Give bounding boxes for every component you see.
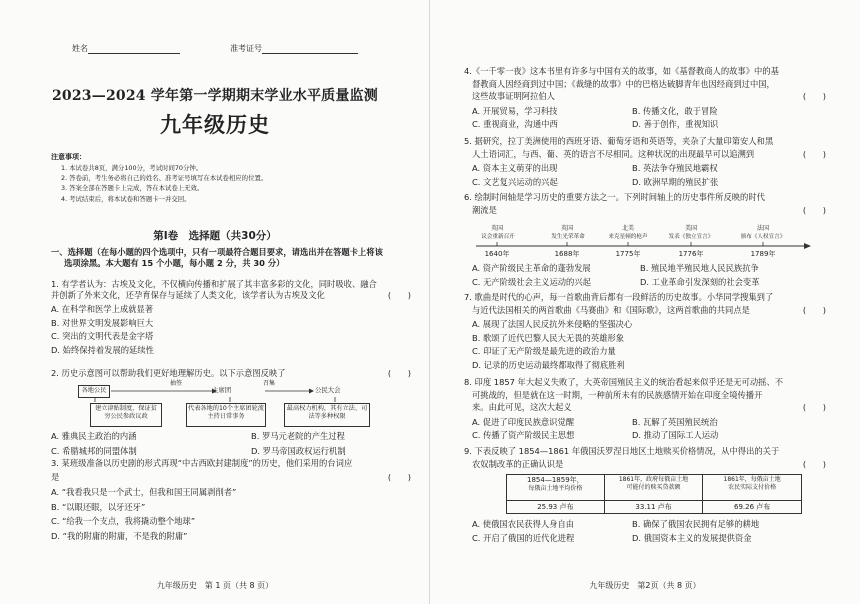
instructions-line: 一、选择题（在每小题的四个选项中，只有一项最符合题目要求，请选出并在答题卡上将该 (51, 247, 383, 257)
option-b: B. “以眼还眼，以牙还牙” (51, 501, 146, 512)
part1-instructions (51, 247, 411, 268)
question-stem: 潮流是 (472, 204, 497, 215)
part1-title: 第Ⅰ卷 选择题（共30分） (153, 230, 277, 242)
question-stem: 是 (51, 471, 60, 482)
question-stem: 3. 某班级准备以历史剧的形式再现“中古西欧封建制度”的历史，他们采用的台词应 (51, 458, 353, 468)
question-6-options (472, 263, 826, 287)
name-label: 姓名 (72, 44, 88, 53)
option-b: B. 确保了俄国农民拥有足够的耕地 (632, 519, 760, 529)
price-table (506, 474, 802, 514)
citizens-box: 各地公民 (78, 385, 110, 398)
option-a: A. 促进了印度民族意识觉醒 (472, 416, 575, 427)
answer-paren: ( ) (802, 148, 826, 159)
question-stem: 4.《一千零一夜》这本书里有许多与中国有关的故事，如《基督教商人的故事》中的基 (464, 66, 779, 76)
question-4 (464, 66, 826, 130)
option-a: A. 展现了法国人民反抗外来侵略的坚强决心 (472, 319, 633, 330)
timeline-country: 英国 (490, 225, 503, 232)
subject-title: 九年级历史 (160, 112, 270, 137)
timeline-event: 发生光荣革命 (551, 234, 585, 240)
answer-paren: ( ) (387, 368, 411, 378)
table-cell: 69.26 卢布 (734, 503, 771, 511)
option-b: B. 对世界文明发展影响巨大 (51, 317, 154, 328)
table-cell: 25.93 卢布 (507, 501, 605, 514)
question-8 (464, 377, 826, 441)
exam-no-field (230, 44, 358, 54)
table-header-cell: 1861年，每俄亩土地 农民实际支付价格 (723, 476, 781, 491)
question-stem: 农奴制改革的正确认识是 (472, 458, 564, 469)
question-stem: 2. 历史示意图可以帮助我们更好地理解历史。以下示意图反映了 (51, 368, 286, 378)
option-a: A. 资产阶级民主革命的蓬勃发展 (472, 263, 591, 273)
convene-label: 召集 (263, 380, 276, 387)
option-a: A. 开展贸易，学习科技 (472, 105, 558, 116)
option-b: B. 英法争夺殖民地霸权 (632, 163, 718, 174)
question-stem: 9. 下表反映了 1854—1861 年俄国沃罗涅日地区土地赎买价格情况，从中得出的关于 (464, 446, 780, 456)
answer-paren: ( ) (802, 402, 826, 413)
option-c: C. 开启了俄国的近代化进程 (472, 532, 575, 543)
answer-paren: ( ) (802, 91, 826, 102)
answer-paren: ( ) (802, 458, 826, 469)
question-stem: 与近代法国相关的两首歌曲《马赛曲》和《国际歌》，这两首歌曲的共同点是 (472, 304, 750, 315)
timeline-country: 美国 (684, 225, 697, 232)
assembly-box: 最高权力机构，其有立法、司法等多种权限 (284, 403, 370, 427)
question-2-options (51, 431, 411, 456)
timeline-year: 1775年 (615, 250, 641, 258)
assembly-label: 公民大会 (315, 386, 341, 394)
answer-paren: ( ) (802, 204, 826, 215)
question-6 (464, 192, 826, 215)
notice-item: 2. 答卷前，考生务必将自己的姓名、准考证号填写在本试卷相应的位置。 (61, 174, 268, 183)
footer-page-2: 九年级历史 第2页（共 8 页） (589, 581, 701, 590)
option-d: D. “我的附庸的附庸，不是我的附庸” (51, 531, 188, 542)
instructions-line: 选项涂黑。本大题有 15 个小题，每小题 2 分，共 30 分） (64, 257, 285, 268)
question-3 (51, 458, 411, 542)
subsidy-box: 建立津贴制度，保证贫穷公民参政议政 (90, 403, 162, 427)
table-row (507, 501, 801, 514)
table-cell: 33.11 卢布 (605, 501, 704, 514)
option-a: A. 在科学和医学上成就显著 (51, 304, 154, 315)
question-stem: 6. 绘制时间轴是学习历史的重要方法之一。下列时间轴上的历史事件所反映的时代 (464, 192, 765, 202)
option-d: D. 记录的历史运动最终都取得了彻底胜利 (472, 360, 625, 371)
question-7 (464, 292, 826, 371)
question-9-options (472, 519, 826, 543)
question-stem: 来。由此可见，这次大起义 (472, 402, 572, 413)
question-9 (464, 446, 826, 469)
option-a: A. “我看我只是一个武士，但我和国王同属剥削者” (51, 487, 237, 498)
timeline-year: 1640年 (484, 250, 510, 258)
timeline-country: 法国 (756, 225, 769, 232)
option-d: D. 俄国资本主义的发展提供资金 (632, 532, 752, 543)
notice-heading: 注意事项： (51, 153, 86, 161)
presidium-label: 主席团 (212, 386, 232, 394)
lottery-label: 抽签 (170, 380, 183, 387)
timeline-event: 来克星顿的枪声 (608, 234, 648, 240)
notice-item: 4. 考试结束后，将本试卷和答题卡一并交回。 (61, 194, 191, 203)
option-c: C. 希腊城邦的同盟体制 (51, 445, 137, 456)
option-a: A. 雅典民主政治的内涵 (51, 431, 137, 441)
option-d: D. 始终保持着发展的延续性 (51, 345, 154, 356)
question-stem: 这些故事证明阿拉伯人 (472, 91, 555, 102)
exam-title: 2023—2024 学年第一学期期末学业水平质量监测 (51, 88, 378, 104)
option-d: D. 善于创作，重视知识 (632, 119, 719, 130)
question-stem: 8. 印度 1857 年大起义失败了，大英帝国殖民主义的统治看起来似乎还是无可动摇、不 (464, 377, 784, 387)
option-a: A. 使俄国农民获得人身自由 (472, 519, 575, 529)
option-c: C. 印证了无产阶级是最先进的政治力量 (472, 346, 616, 357)
answer-paren: ( ) (387, 289, 411, 300)
footer-page-1: 九年级历史 第 1 页（共 8 页） (156, 581, 274, 590)
answer-paren: ( ) (387, 471, 411, 482)
option-b: B. 罗马元老院的产生过程 (251, 431, 345, 441)
timeline-country: 英国 (560, 225, 573, 232)
option-b: B. 歌颂了近代巴黎人民大无畏的英雄形象 (472, 332, 625, 343)
option-d: D. 欧洲早期的殖民扩张 (632, 176, 719, 187)
option-d: D. 罗马帝国政权运行机制 (251, 445, 346, 456)
timeline-year: 1688年 (554, 250, 580, 258)
timeline-year: 1776年 (678, 250, 704, 258)
option-d: D. 工业革命引发深刻的社会变革 (640, 276, 760, 287)
notice-item: 3. 答案全部在答题卡上完成，答在本试卷上无效。 (61, 184, 204, 193)
option-b: B. 传播文化，敢于冒险 (632, 105, 718, 116)
notice-block (51, 153, 411, 203)
question-stem: 并创新了外来文化，还孕育保存与延续了人类文化，该学者认为古埃及文化 (51, 289, 325, 300)
option-b: B. 殖民地半殖民地人民民族抗争 (640, 263, 759, 273)
option-d: D. 推动了国际工人运动 (632, 430, 719, 441)
exam-no-label: 准考证号 (230, 44, 262, 53)
question-stem: 人土语词汇，与西、葡、英的语言不尽相同。这种状况的出现最早可以追溯到 (472, 148, 755, 159)
question-stem: 督教商人因经商到过中国；《裁缝的故事》中的巴格达破脚青年也因经商到过中国， (472, 78, 775, 89)
timeline-event: 议会重新召开 (481, 234, 515, 240)
option-a: A. 资本主义萌芽的出现 (472, 163, 558, 174)
table-header-row (507, 475, 801, 501)
timeline-event: 颁布《人权宣言》 (740, 234, 786, 240)
exam-no-blank (262, 44, 358, 54)
question-2 (51, 368, 411, 379)
question-stem: 5. 据研究，拉丁美洲使用的西班牙语、葡萄牙语和英语等，夹杂了大量印第安人和黑 (464, 136, 774, 146)
question-stem: 7. 歌曲是时代的心声，每一首歌曲背后都有一段鲜活的历史故事。小华同学搜集到了 (464, 292, 774, 302)
answer-paren: ( ) (802, 304, 826, 315)
option-b: B. 瓦解了英国殖民统治 (632, 416, 718, 427)
question-stem: 1. 有学者认为：古埃及文化，不仅横向传播和扩展了其丰富多彩的文化，同时吸收、融合 (51, 279, 377, 289)
right-page (430, 0, 860, 604)
name-blank (88, 44, 180, 54)
option-c: C. 传播了资产阶级民主思想 (472, 430, 575, 441)
presidium-box: 代表各地的10个主席团轮流主持日常事务 (186, 403, 266, 427)
option-c: C. “给我一个支点，我将撬动整个地球” (51, 516, 196, 527)
question-1 (51, 279, 411, 356)
question-stem: 可挑战的，但是就在这一时期，一种前所未有的民族感情开始在印度全境传播开 (472, 389, 763, 400)
option-c: C. 文艺复兴运动的兴起 (472, 176, 558, 187)
timeline-event: 发表《独立宣言》 (668, 234, 714, 240)
question-5 (464, 136, 826, 187)
table-header-cell: 1854—1859年， 每俄亩土地平均价格 (507, 475, 605, 500)
table-header-cell: 1861年，政府每俄亩土地 可能付的赎买贷款额 (605, 475, 704, 500)
timeline-country: 北美 (621, 225, 634, 232)
option-c: C. 无产阶级社会主义运动的兴起 (472, 276, 591, 287)
name-field (72, 44, 180, 54)
option-c: C. 突出的文明代表是金字塔 (51, 331, 154, 342)
option-c: C. 重视商业，沟通中西 (472, 119, 558, 130)
timeline-year: 1789年 (750, 250, 776, 258)
notice-item: 1. 本试卷共8页，满分100分，考试时间70分钟。 (61, 163, 203, 172)
